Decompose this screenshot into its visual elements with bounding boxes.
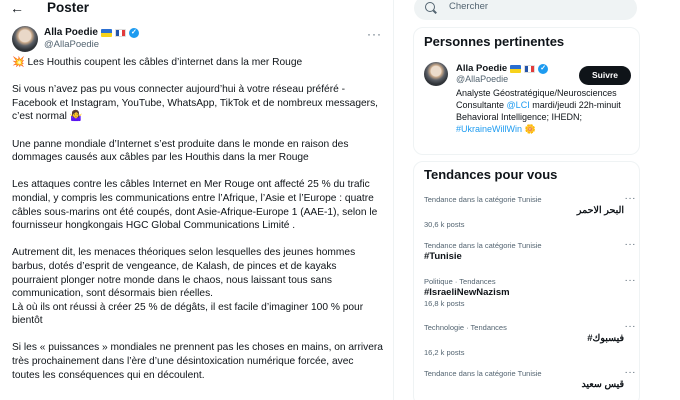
relevant-people-card bbox=[413, 27, 640, 155]
search-icon bbox=[425, 2, 435, 12]
trend-count: 16,8 k posts bbox=[424, 299, 465, 308]
follow-button[interactable]: Suivre bbox=[579, 66, 631, 85]
more-options-icon[interactable]: ··· bbox=[624, 321, 636, 332]
post-paragraph: 💥 Les Houthis coupent les câbles d’internet dans la mer Rouge bbox=[12, 57, 303, 68]
author-handle[interactable]: @AllaPoedie bbox=[44, 39, 100, 50]
france-flag-icon bbox=[115, 29, 126, 37]
trend-name: #IsraeliNewNazism bbox=[424, 287, 510, 298]
page-header bbox=[0, 0, 394, 18]
trend-item[interactable] bbox=[424, 241, 636, 263]
trend-name: #Tunisie bbox=[424, 251, 462, 262]
ukraine-flag-icon bbox=[510, 65, 521, 73]
trend-category: Technologie · Tendances bbox=[424, 323, 507, 332]
person-name[interactable]: Alla Poedie bbox=[456, 63, 508, 74]
trend-item[interactable] bbox=[424, 369, 636, 391]
trend-category: Tendance dans la catégorie Tunisie bbox=[424, 369, 542, 378]
verified-badge-icon: ✓ bbox=[538, 64, 548, 74]
post-paragraph: Une panne mondiale d’Internet s’est produite dans le monde en raison des dommages causés aux câbles par les Houthis dans la mer Rouge bbox=[12, 138, 349, 164]
verified-badge-icon: ✓ bbox=[129, 28, 139, 38]
relevant-people-title: Personnes pertinentes bbox=[424, 34, 565, 49]
person-handle[interactable]: @AllaPoedie bbox=[456, 74, 509, 84]
trend-category: Tendance dans la catégorie Tunisie bbox=[424, 195, 542, 204]
search-input[interactable] bbox=[449, 1, 629, 12]
bio-text: 🌼 bbox=[522, 124, 536, 134]
trend-count: 30,6 k posts bbox=[424, 220, 465, 229]
post-paragraph: Les attaques contre les câbles Internet en Mer Rouge ont affecté 25 % du trafic mondial, y compris les communications entre l’Afrique, l’Asie et l’Europe : quatre câbles sous-marins ont été coupés, dont Asie-Afrique-Europe 1 (AAE-1), selon le fournisseur hongkongais HGC Global Communications Limité . bbox=[12, 179, 378, 232]
post-author bbox=[12, 25, 382, 51]
trend-item[interactable] bbox=[424, 277, 636, 309]
avatar[interactable] bbox=[12, 26, 38, 52]
france-flag-icon bbox=[524, 65, 535, 73]
more-options-icon[interactable]: ··· bbox=[624, 275, 636, 286]
bio-text: Analyste Géostratégique/Neurosciences Consultante bbox=[456, 88, 617, 110]
post-paragraph: Autrement dit, les menaces théoriques selon lesquelles des jeunes hommes barbus, dotés d’esprit de vengeance, de Kalash, de pinces et de kayaks pourraient plonger notre monde dans le chaos, nous laissant tous sans communication, sont désormais bien réelles. bbox=[12, 247, 356, 300]
post-paragraph: Si vous n’avez pas pu vous connecter aujourd’hui à votre réseau préféré - Facebook et Instagram, YouTube, WhatsApp, TikTok et de nombreux messagers, c’est normal 🤷‍♀️ bbox=[12, 84, 378, 123]
trend-name: قيس سعيد bbox=[581, 379, 624, 390]
right-sidebar bbox=[411, 0, 640, 400]
page-title: Poster bbox=[47, 0, 90, 15]
more-options-icon[interactable]: ··· bbox=[367, 27, 382, 41]
bio-hashtag-link[interactable]: #UkraineWillWin bbox=[456, 124, 523, 134]
bio-mention-link[interactable]: @LCI bbox=[506, 100, 530, 110]
more-options-icon[interactable]: ··· bbox=[624, 239, 636, 250]
more-options-icon[interactable]: ··· bbox=[624, 367, 636, 378]
person-bio bbox=[456, 87, 636, 135]
author-name[interactable]: Alla Poedie bbox=[44, 27, 98, 38]
person-name-row[interactable] bbox=[456, 63, 548, 74]
trend-category: Tendance dans la catégorie Tunisie bbox=[424, 241, 542, 250]
trend-name: #فيسبوك bbox=[587, 333, 624, 344]
post-paragraph: Si les « puissances » mondiales ne prennent pas les choses en mains, on arrivera très prochainement dans l’ère d’une désintoxication numérique forcée, avec toutes les conséquences qui en découlent. bbox=[12, 342, 383, 381]
trend-count: 16,2 k posts bbox=[424, 348, 465, 357]
post-text bbox=[12, 56, 384, 382]
trends-title: Tendances pour vous bbox=[424, 167, 558, 182]
arrow-left-icon[interactable]: ← bbox=[10, 0, 24, 16]
post-paragraph: Là où ils ont réussi à créer 25 % de dégâts, il est facile d’imaginer 100 % pour bientôt bbox=[12, 301, 364, 327]
ukraine-flag-icon bbox=[101, 29, 112, 37]
more-options-icon[interactable]: ··· bbox=[624, 193, 636, 204]
bio-text: mardi/jeudi 22h-minuit Behavioral Intelligence; IHEDN; bbox=[456, 100, 621, 122]
trend-item[interactable] bbox=[424, 323, 636, 358]
avatar[interactable] bbox=[424, 62, 448, 86]
trend-item[interactable] bbox=[424, 195, 636, 230]
trend-category: Politique · Tendances bbox=[424, 277, 496, 286]
trend-name: البحر الاحمر bbox=[576, 205, 624, 216]
search-bar[interactable] bbox=[414, 0, 637, 20]
trends-card bbox=[413, 161, 640, 400]
author-name-row[interactable] bbox=[44, 27, 139, 39]
